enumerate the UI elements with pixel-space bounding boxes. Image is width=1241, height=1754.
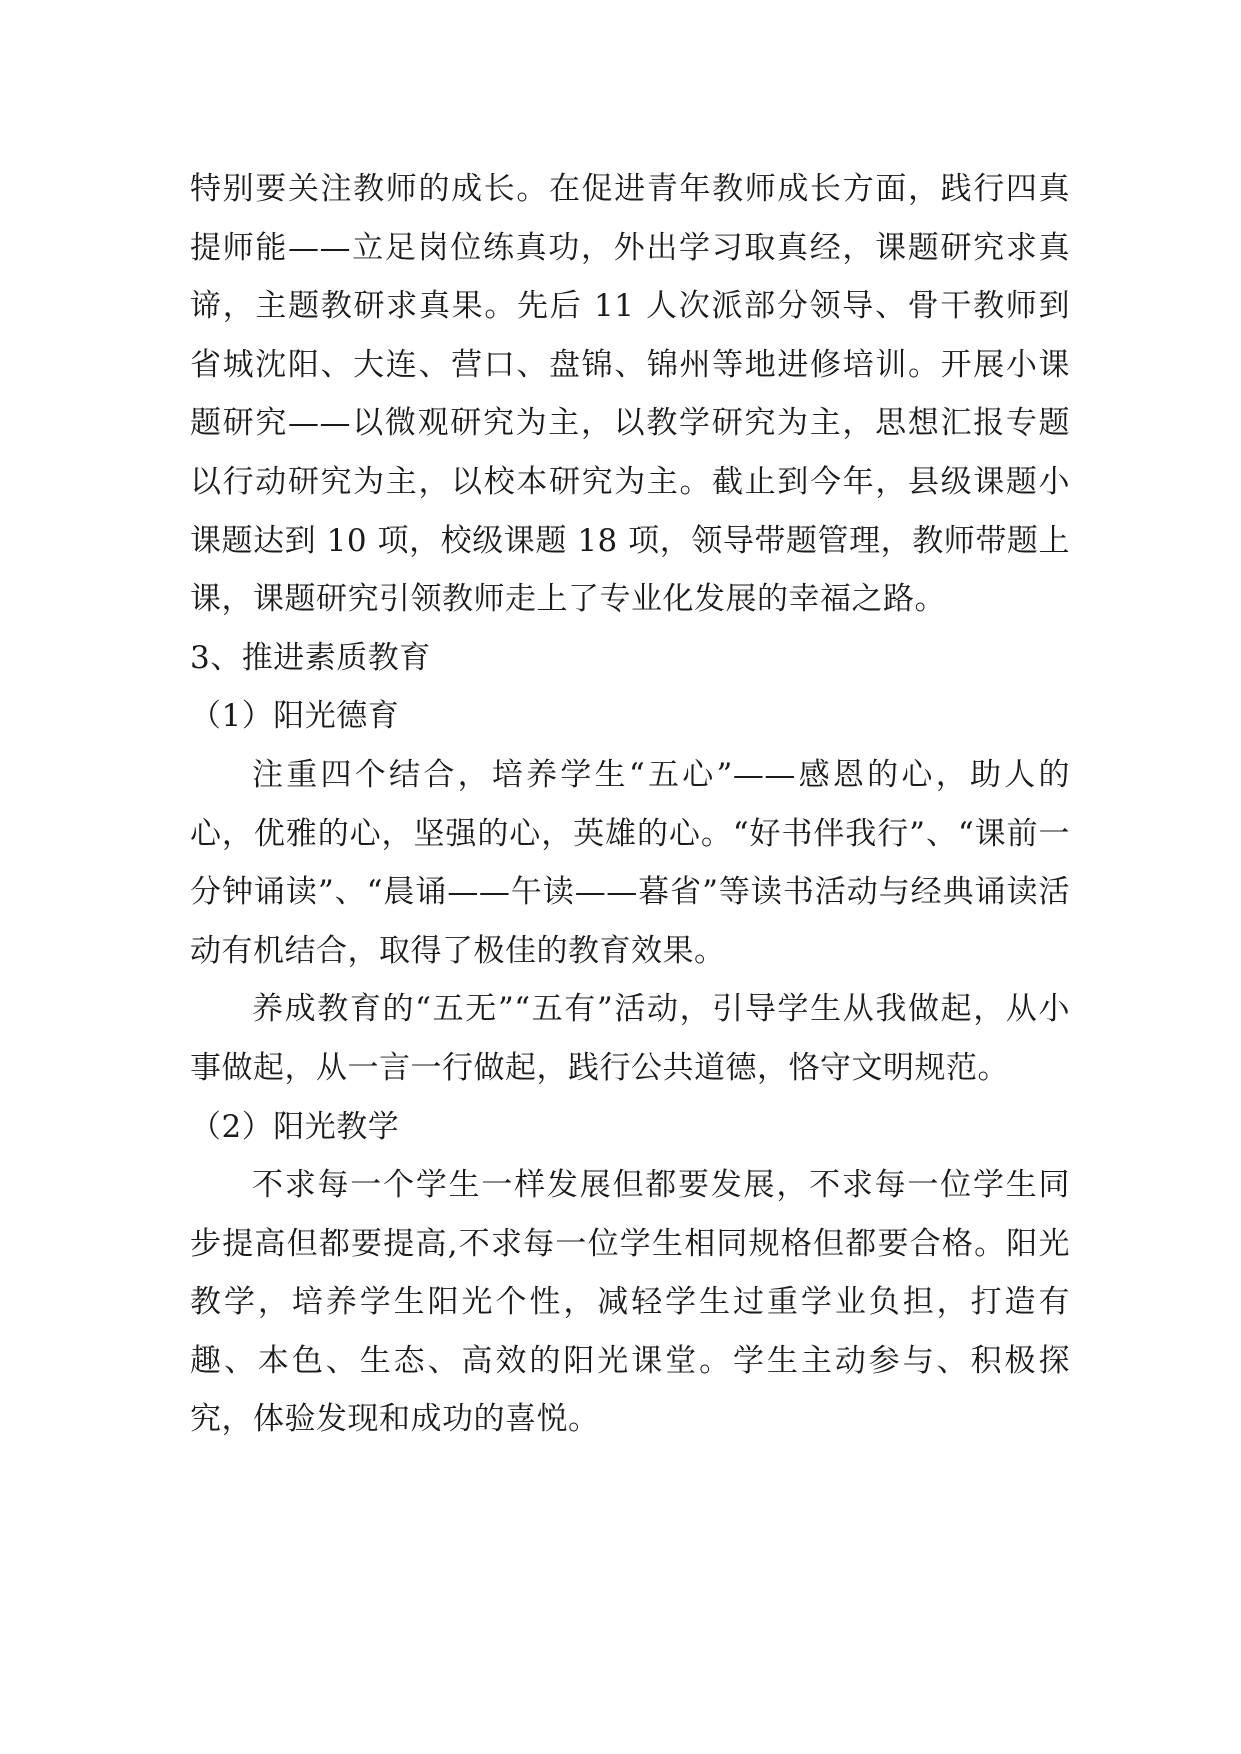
subsection-heading-sunshine-teaching: （2）阳光教学 (190, 1108, 400, 1145)
paragraph-teacher-growth: 特别要关注教师的成长。在促进青年教师成长方面，践行四真提师能——立足岗位练真功，外出学习取真经，课题研究求真谛，主题教研求真果。先后 11 人次派部分领导、骨干教师到省城沈阳、大连、营口、盘锦、锦州等地进修培训。开展小课题研究——以微观研究为主，以教学研究为主，思想汇报专题以行动研究为主，以校本研究为主。截止到今年，县级课题小课题达到 10 项，校级课题 18 项，领导带题管理，教师带题上课，课题研究引领教师走上了专业化发展的幸福之路。 (190, 171, 1070, 618)
paragraph-four-combinations: 注重四个结合，培养学生“五心”——感恩的心，助人的心，优雅的心，坚强的心，英雄的心。“好书伴我行”、“课前一分钟诵读”、“晨诵——午读——暮省”等读书活动与经典诵读活动有机结合，取得了极佳的教育效果。 (190, 756, 1070, 969)
paragraph-habit-education: 养成教育的“五无”“五有”活动，引导学生从我做起，从小事做起，从一言一行做起，践行公共道德，恪守文明规范。 (190, 991, 1070, 1086)
subsection-heading-moral-education: （1）阳光德育 (190, 698, 400, 735)
paragraph-sunshine-teaching: 不求每一个学生一样发展但都要发展，不求每一位学生同步提高但都要提高,不求每一位学生相同规格但都要合格。阳光教学，培养学生阳光个性，减轻学生过重学业负担，打造有趣、本色、生态、高效的阳光课堂。学生主动参与、积极探究，体验发现和成功的喜悦。 (190, 1167, 1070, 1438)
section-heading-quality-education: 3、推进素质教育 (190, 639, 431, 676)
document-page (190, 160, 1070, 1449)
